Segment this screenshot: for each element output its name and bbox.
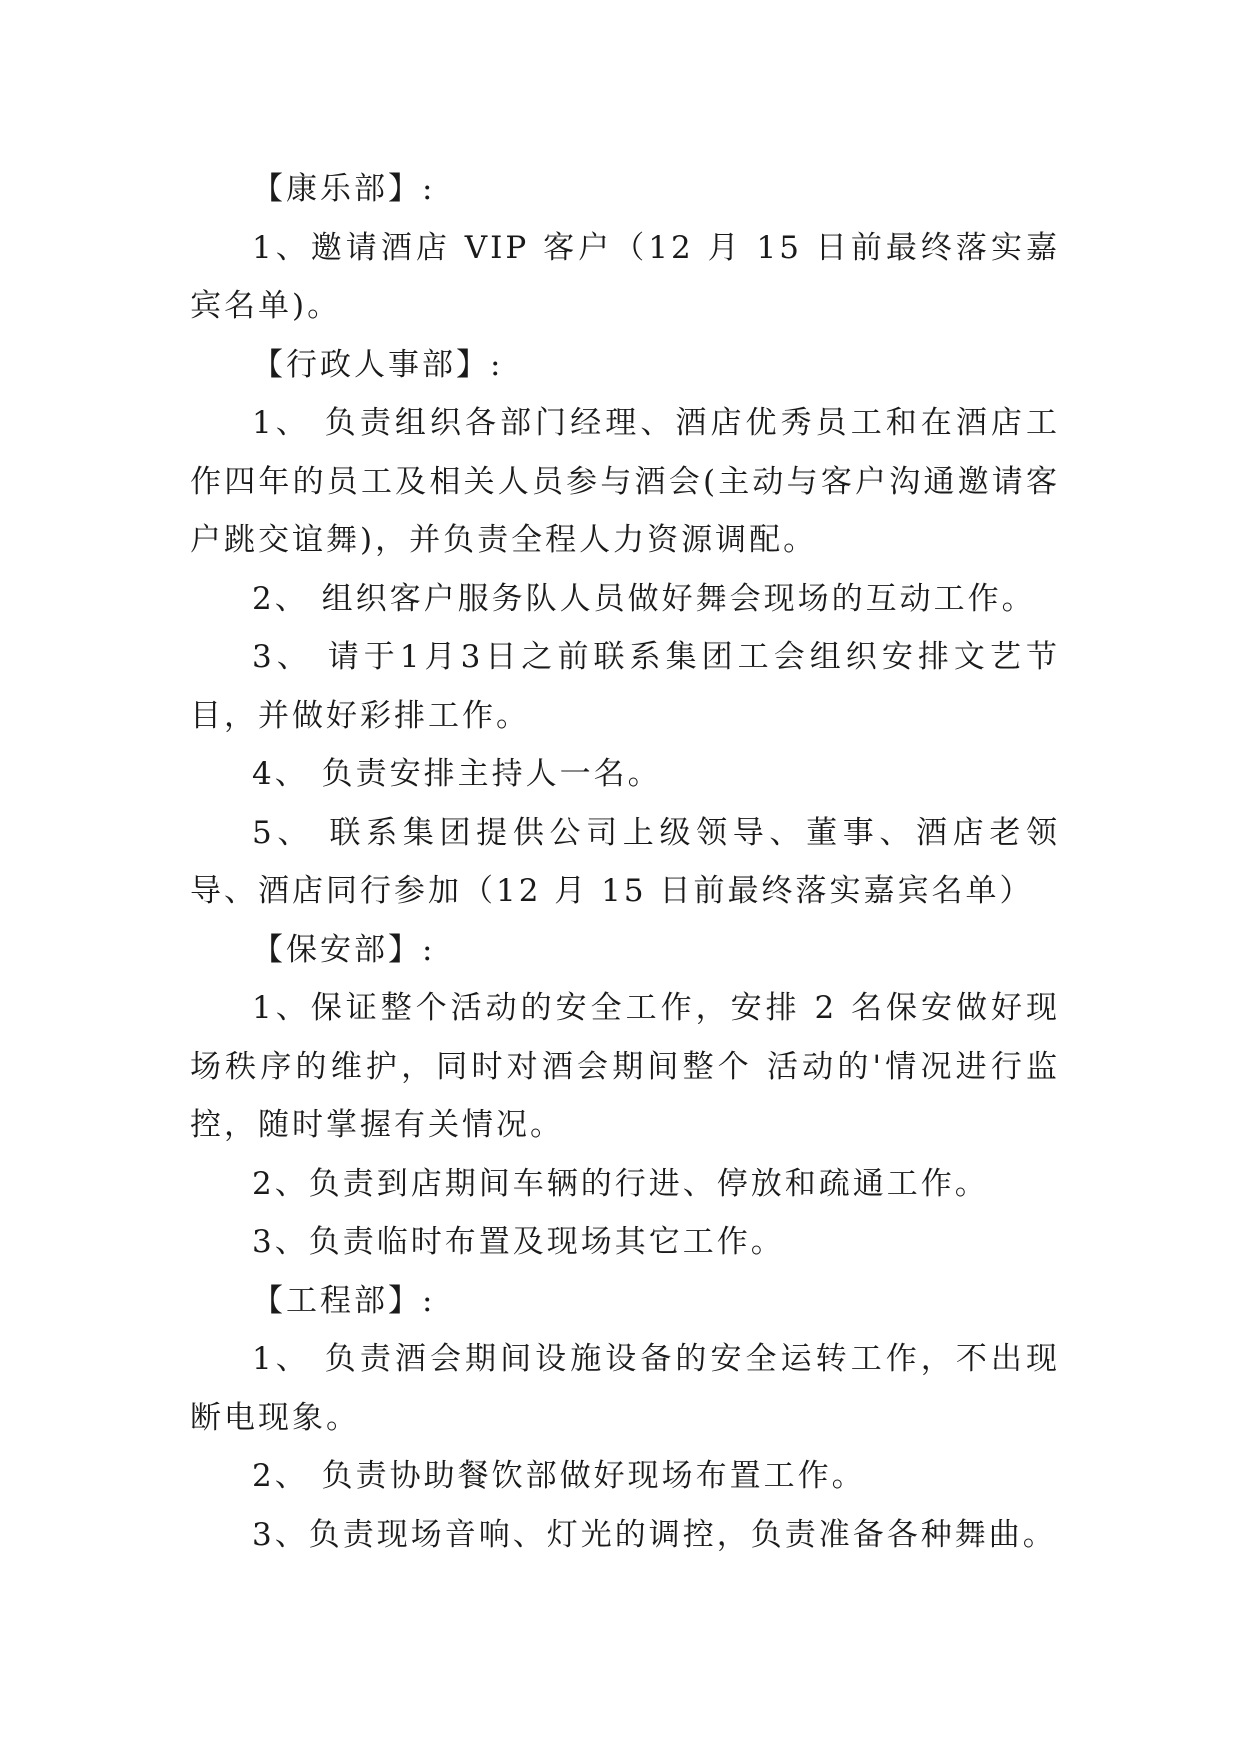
list-item: 1、保证整个活动的安全工作，安排 2 名保安做好现场秩序的维护，同时对酒会期间整个 活动的'情况进行监控，随时掌握有关情况。 xyxy=(190,990,1060,1143)
list-item: 1、邀请酒店 VIP 客户（12 月 15 日前最终落实嘉宾名单)。 xyxy=(190,229,1060,324)
list-item: 2、负责到店期间车辆的行进、停放和疏通工作。 xyxy=(252,1165,989,1202)
list-item: 5、 联系集团提供公司上级领导、董事、酒店老领导、酒店同行参加（12 月 15 日前最终落实嘉宾名单） xyxy=(190,814,1060,909)
section-heading-kangle: 【康乐部】: xyxy=(252,171,436,207)
document-page xyxy=(190,160,1060,1564)
section-heading-hr: 【行政人事部】: xyxy=(252,346,504,383)
list-item: 4、 负责安排主持人一名。 xyxy=(252,756,662,792)
section-heading-security: 【保安部】: xyxy=(252,931,436,968)
list-item: 3、负责现场音响、灯光的调控，负责准备各种舞曲。 xyxy=(252,1516,1057,1553)
list-item: 2、 组织客户服务队人员做好舞会现场的互动工作。 xyxy=(252,580,1036,617)
list-item: 3、负责临时布置及现场其它工作。 xyxy=(252,1224,785,1260)
list-item: 2、 负责协助餐饮部做好现场布置工作。 xyxy=(252,1458,866,1494)
list-item: 1、 负责酒会期间设施设备的安全运转工作，不出现断电现象。 xyxy=(190,1341,1060,1436)
section-heading-engineering: 【工程部】: xyxy=(252,1282,436,1319)
list-item: 1、 负责组织各部门经理、酒店优秀员工和在酒店工作四年的员工及相关人员参与酒会(主动与客户沟通邀请客户跳交谊舞)，并负责全程人力资源调配。 xyxy=(190,405,1060,558)
list-item: 3、 请于1月3日之前联系集团工会组织安排文艺节目，并做好彩排工作。 xyxy=(190,639,1060,734)
